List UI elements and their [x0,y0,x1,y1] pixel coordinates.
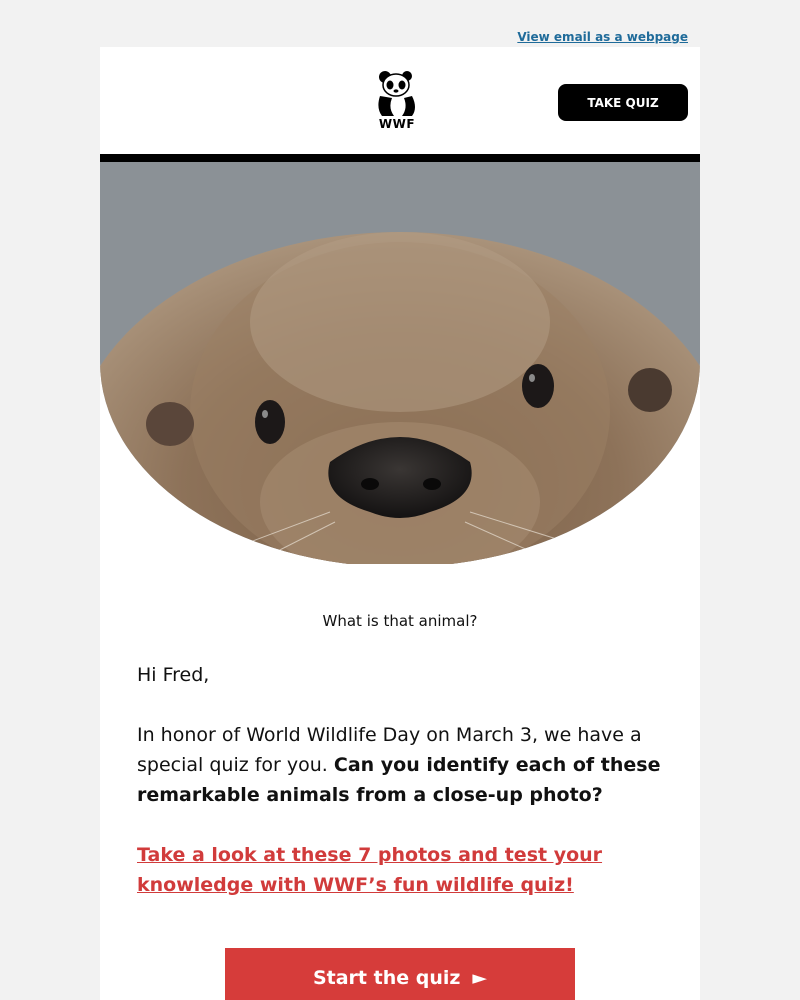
email-body [100,660,700,900]
preheader [100,26,700,45]
start-quiz-label: Start the quiz [312,967,461,989]
greeting: Hi Fred, [137,664,210,686]
play-arrow-icon: ► [472,967,488,989]
intro-question: Can you identify each of these remarkable animals from a close-up photo? [137,754,661,806]
panda-icon [374,70,420,118]
otter-photo [100,162,700,564]
logo-text: WWF [378,117,416,131]
header-divider [100,154,700,162]
intro-paragraph [137,720,663,810]
hero-image[interactable] [100,162,700,564]
view-webpage-link[interactable]: View email as a webpage [517,30,688,44]
quiz-link[interactable]: Take a look at these 7 photos and test your knowledge with WWF’s fun wildlife quiz! [137,844,603,896]
intro-text: In honor of World Wildlife Day on March 3, we have a special quiz for you. [137,724,642,776]
hero-caption: What is that animal? [322,612,478,630]
take-quiz-button[interactable]: TAKE QUIZ [558,84,688,121]
wwf-panda-logo[interactable] [374,70,420,134]
cta-paragraph [137,840,663,900]
email-header [100,47,700,154]
start-quiz-button[interactable] [225,948,575,1000]
email-card [100,47,700,1000]
